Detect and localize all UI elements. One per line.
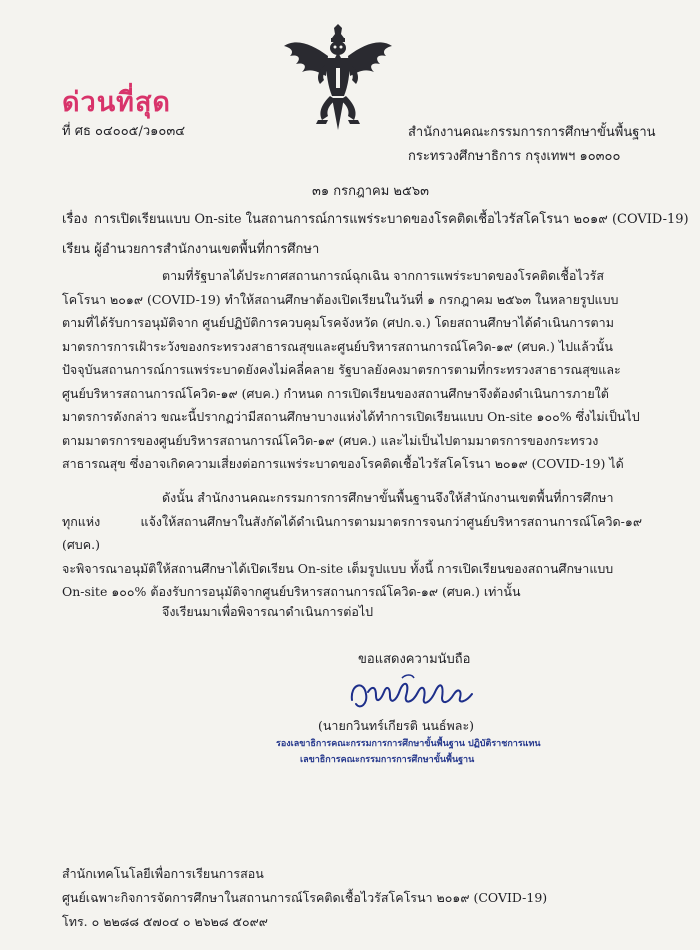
- paragraph-line: ตามมาตรการของศูนย์บริหารสถานการณ์โควิด-๑๙ (ศบค.) และไม่เป็นไปตามมาตรการของกระทรวง: [62, 432, 599, 448]
- closing-phrase: ขอแสดงความนับถือ: [358, 652, 471, 667]
- paragraph-line: สาธารณสุข ซึ่งอาจเกิดความเสี่ยงต่อการแพร่ระบาดของโรคติดเชื้อไวรัสโคโรนา ๒๐๑๙ (COVID-19) ได้: [62, 456, 624, 471]
- paragraph-line: ตามที่รัฐบาลได้ประกาศสถานการณ์ฉุกเฉิน จากการแพร่ระบาดของโรคติดเชื้อไวรัส: [162, 268, 604, 283]
- body-paragraph-2: [62, 486, 642, 604]
- signatory-position-line-2: เลขาธิการคณะกรรมการการศึกษาขั้นพื้นฐาน: [300, 755, 475, 765]
- paragraph-line: มาตรการดังกล่าว ขณะนี้ปรากฏว่ามีสถานศึกษาบางแห่งได้ทำการเปิดเรียนแบบ On-site ๑๐๐% ซึ่งไม่เป็นไป: [62, 409, 640, 424]
- subject-label: เรื่อง: [62, 212, 88, 227]
- recipient-row: [62, 238, 319, 259]
- signatory-name: (นายกวินทร์เกียรติ นนธ์พละ): [318, 718, 475, 733]
- body-paragraph-1: [62, 264, 642, 476]
- office-line-2: กระทรวงศึกษาธิการ กรุงเทพฯ ๑๐๓๐๐: [408, 149, 621, 164]
- paragraph-line: ทุกแห่ง แจ้งให้สถานศึกษาในสังกัดได้ดำเนินการตามมาตรการจนกว่าศูนย์บริหารสถานการณ์โควิด-๑๙ (ศบค.): [62, 513, 642, 552]
- footer-unit: สำนักเทคโนโลยีเพื่อการเรียนการสอน: [62, 866, 264, 881]
- recipient-text: ผู้อำนวยการสำนักงานเขตพื้นที่การศึกษา: [94, 242, 320, 257]
- recipient-label: เรียน: [62, 242, 90, 257]
- office-line-1: สำนักงานคณะกรรมการการศึกษาขั้นพื้นฐาน: [408, 125, 656, 140]
- footer-phone: โทร. ๐ ๒๒๘๘ ๕๗๐๔ ๐ ๒๖๒๘ ๕๐๙๙: [62, 914, 268, 929]
- paragraph-line: ดังนั้น สำนักงานคณะกรรมการการศึกษาขั้นพื้นฐานจึงให้สำนักงานเขตพื้นที่การศึกษา: [162, 490, 614, 505]
- body-paragraph-3: จึงเรียนมาเพื่อพิจารณาดำเนินการต่อไป: [162, 604, 374, 619]
- signatory-position-line-1: รองเลขาธิการคณะกรรมการการศึกษาขั้นพื้นฐาน ปฏิบัติราชการแทน: [276, 739, 541, 749]
- paragraph-line: On-site ๑๐๐% ต้องรับการอนุมัติจากศูนย์บริหารสถานการณ์โควิด-๑๙ (ศบค.) เท่านั้น: [62, 584, 521, 599]
- paragraph-line: ศูนย์บริหารสถานการณ์โควิด-๑๙ (ศบค.) กำหนด การเปิดเรียนของสถานศึกษาจึงต้องดำเนินการภายใต้: [62, 385, 609, 401]
- handwritten-signature-icon: [346, 670, 476, 714]
- document-date: ๓๑ กรกฎาคม ๒๕๖๓: [312, 184, 429, 199]
- reference-number: ที่ ศธ ๐๔๐๐๕/ว๑๐๓๔: [62, 124, 186, 139]
- footer-center: ศูนย์เฉพาะกิจการจัดการศึกษาในสถานการณ์โรคติดเชื้อไวรัสโคโรนา ๒๐๑๙ (COVID-19): [62, 890, 548, 905]
- paragraph-line: จะพิจารณาอนุมัติให้สถานศึกษาได้เปิดเรียน On-site เต็มรูปแบบ ทั้งนี้ การเปิดเรียนของสถานศึกษาแบบ: [62, 560, 614, 576]
- paragraph-line: มาตรการการเฝ้าระวังของกระทรวงสาธารณสุขและศูนย์บริหารสถานการณ์โควิด-๑๙ (ศบค.) ไปแล้วนั้น: [62, 338, 613, 354]
- paragraph-line: โคโรนา ๒๐๑๙ (COVID-19) ทำให้สถานศึกษาต้องเปิดเรียนในวันที่ ๑ กรกฎาคม ๒๕๖๓ ในหลายรูปแบบ: [62, 291, 619, 307]
- issuing-office: [408, 121, 656, 169]
- paragraph-line: ปัจจุบันสถานการณ์การแพร่ระบาดยังคงไม่คลี่คลาย รัฐบาลยังคงมาตรการตามที่กระทรวงสาธารณสุขและ: [62, 362, 621, 377]
- paragraph-line: ตามที่ได้รับการอนุมัติจาก ศูนย์ปฏิบัติการควบคุมโรคจังหวัด (ศปก.จ.) โดยสถานศึกษาได้ดำเนินการตาม: [62, 315, 614, 330]
- subject-row: [62, 208, 689, 229]
- urgency-heading: ด่วนที่สุด: [62, 87, 171, 118]
- garuda-emblem-icon: [282, 24, 394, 132]
- subject-text: การเปิดเรียนแบบ On-site ในสถานการณ์การแพร่ระบาดของโรคติดเชื้อไวรัสโคโรนา ๒๐๑๙ (COVID-19): [94, 212, 689, 227]
